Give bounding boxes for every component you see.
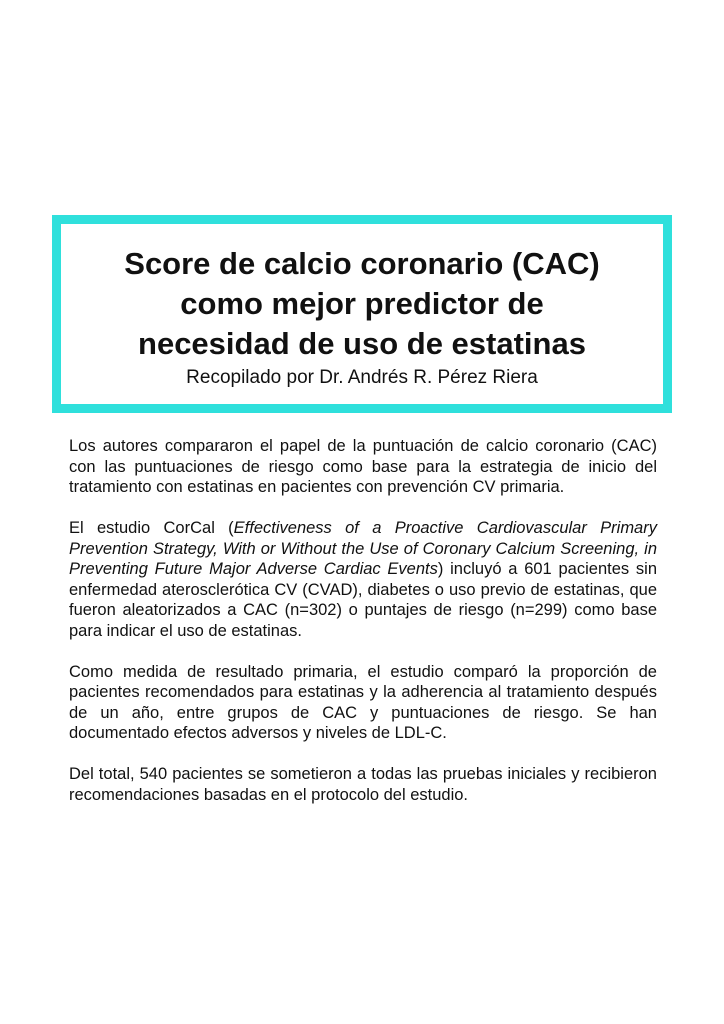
title-line-1: Score de calcio coronario (CAC) — [124, 246, 600, 281]
article-body — [69, 436, 657, 805]
paragraph-intro: Los autores compararon el papel de la puntuación de calcio coronario (CAC) con las puntuaciones de riesgo como base para la estrategia de inicio del tratamiento con estatinas en pacientes con prevención CV primaria. — [69, 437, 657, 496]
study-full-name: Effectiveness of a Proactive Cardiovascular Primary Prevention Strategy, With or Without the Use of Coronary Calcium Screening, in Preventing Future Major Adverse Cardiac Events — [69, 519, 657, 578]
paragraph-outcome: Como medida de resultado primaria, el estudio comparó la proporción de pacientes recomendados para estatinas y la adherencia al tratamiento después de un año, entre grupos de CAC y puntuaciones de riesgo. Se han documentado efectos adversos y niveles de LDL-C. — [69, 662, 657, 742]
title-line-2: como mejor predictor de — [180, 286, 544, 321]
title-box — [52, 215, 672, 413]
paragraph-study — [69, 518, 657, 641]
paragraph-total: Del total, 540 pacientes se sometieron a todas las pruebas iniciales y recibieron recomendaciones basadas en el protocolo del estudio. — [69, 765, 657, 804]
study-description: ) incluyó a 601 pacientes sin enfermedad aterosclerótica CV (CVAD), diabetes o uso previo de estatinas, que fueron aleatorizados a CAC (n=302) o puntajes de riesgo (n=299) como base para indicar el uso de estatinas. — [69, 560, 657, 640]
title-line-3: necesidad de uso de estatinas — [138, 326, 586, 361]
author-subtitle: Recopilado por Dr. Andrés R. Pérez Riera — [186, 367, 538, 388]
study-prefix: El estudio CorCal ( — [69, 519, 234, 537]
